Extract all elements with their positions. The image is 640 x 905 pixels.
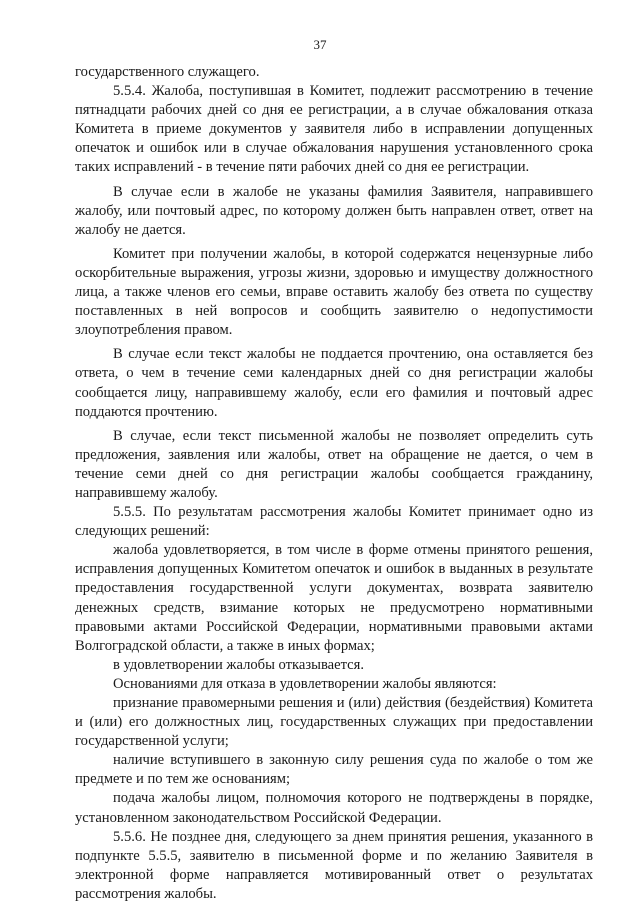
paragraph-continuation: государственного служащего.	[75, 64, 260, 80]
paragraph-5-5-4: 5.5.4. Жалоба, поступившая в Комитет, подлежит рассмотрению в течение пятнадцати рабочих дней со дня ее регистрации, а в случае обжалования отказа Комитета в приеме документов у заявителя либо в исправлении допущенных опечаток и ошибок или в случае обжалования нарушения установленного срока таких исправлений - в течение пяти рабочих дней со дня ее регистрации.	[75, 83, 593, 176]
paragraph-ground-court-decision: наличие вступившего в законную силу решения суда по жалобе о том же предмете и по тем же основаниям;	[75, 752, 593, 788]
paragraph-undefined-essence: В случае, если текст письменной жалобы не позволяет определить суть предложения, заявления или жалобы, ответ на обращение не дается, о чем в течение семи дней со дня регистрации жалобы сообщается гражданину, направившему жалобу.	[75, 427, 593, 501]
paragraph-complaint-satisfied: жалоба удовлетворяется, в том числе в форме отмены принятого решения, исправления допущенных Комитетом опечаток и ошибок в выданных в результате предоставления государственной услуги документах, возврата заявителю денежных средств, взимание которых не предусмотрено нормативными правовыми актами Российской Федерации, нормативными правовыми актами Волгоградской области, а также в иных формах;	[75, 542, 593, 654]
paragraph-5-5-6: 5.5.6. Не позднее дня, следующего за днем принятия решения, указанного в подпункте 5.5.5, заявителю в письменной форме и по желанию Заявителя в электронной форме направляется мотивированный ответ о результатах рассмотрения жалобы.	[75, 828, 593, 902]
paragraph-unreadable-text: В случае если текст жалобы не поддается прочтению, она оставляется без ответа, о чем в течение семи календарных дней со дня регистрации жалобы сообщается лицу, направившему жалобу, если его фамилия и почтовый адрес поддаются прочтению.	[75, 346, 593, 420]
paragraph-rejection-grounds: Основаниями для отказа в удовлетворении жалобы являются:	[113, 675, 497, 692]
paragraph-no-surname: В случае если в жалобе не указаны фамилия Заявителя, направившего жалобу, или почтовый адрес, по которому должен быть направлен ответ, ответ на жалобу не дается.	[75, 183, 593, 238]
paragraph-5-5-5: 5.5.5. По результатам рассмотрения жалобы Комитет принимает одно из следующих решений:	[75, 504, 593, 540]
paragraph-complaint-rejected: в удовлетворении жалобы отказывается.	[113, 656, 365, 673]
page-number: 37	[313, 37, 327, 52]
paragraph-ground-no-authority: подача жалобы лицом, полномочия которого не подтверждены в порядке, установленном законодательством Российской Федерации.	[75, 790, 593, 826]
paragraph-ground-lawful: признание правомерными решения и (или) действия (бездействия) Комитета и (или) его должностных лиц, государственных служащих при предоставлении государственной услуги;	[75, 695, 593, 750]
document-body	[75, 63, 593, 904]
paragraph-obscene-language: Комитет при получении жалобы, в которой содержатся нецензурные либо оскорбительные выражения, угрозы жизни, здоровью и имуществу должностного лица, а также членов его семьи, вправе оставить жалобу без ответа по существу поставленных в ней вопросов и сообщить заявителю о недопустимости злоупотребления правом.	[75, 245, 593, 339]
